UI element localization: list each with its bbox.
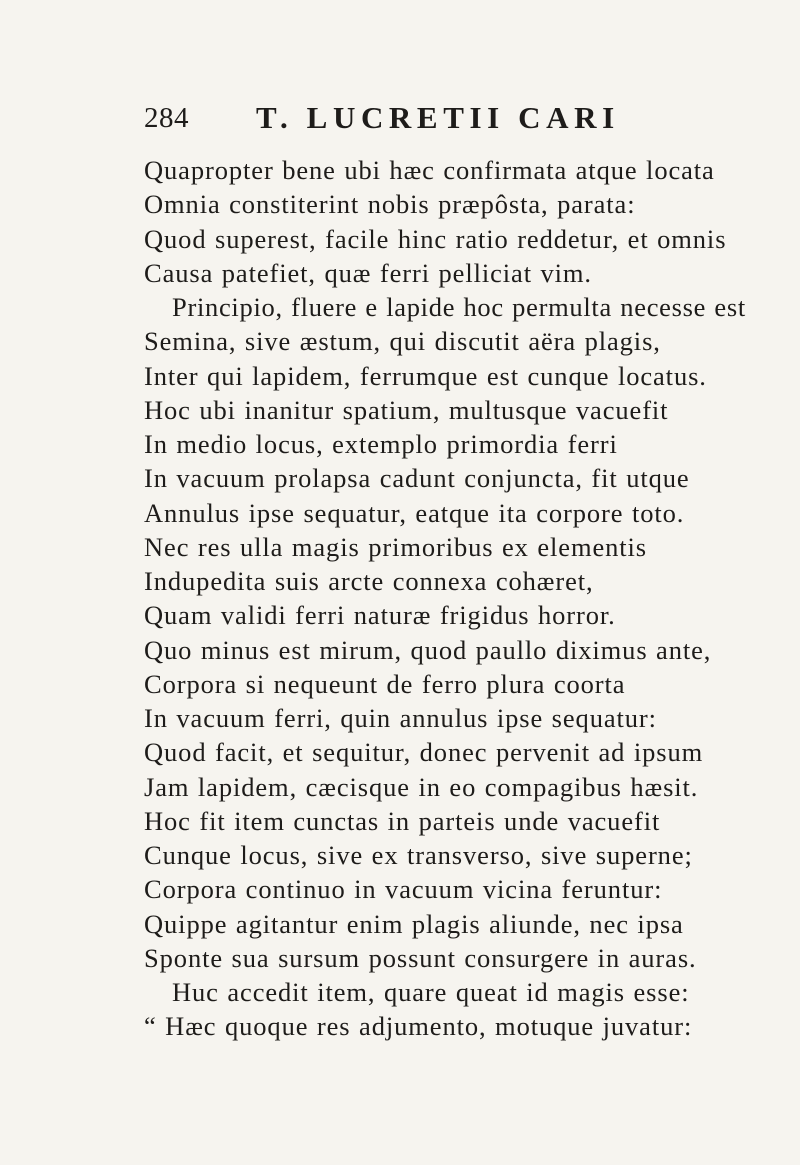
verse-line: Omnia constiterint nobis præpôsta, parata:	[144, 189, 636, 220]
verse-line: Sponte sua sursum possunt consurgere in auras.	[144, 942, 697, 973]
verse-line: Quippe agitantur enim plagis aliunde, nec ipsa	[144, 908, 684, 939]
page-number: 284	[144, 102, 189, 134]
page-header	[0, 98, 800, 138]
verse-line: Principio, fluere e lapide hoc permulta necesse est	[172, 292, 746, 322]
verse-line: Quod superest, facile hinc ratio reddetur, et omnis	[144, 223, 727, 254]
running-head: T. LUCRETII CARI	[256, 100, 620, 135]
verse-line: Cunque locus, sive ex transverso, sive superne;	[144, 840, 693, 870]
verse-line: Quam validi ferri naturæ frigidus horror.	[144, 600, 616, 631]
verse-line: Quo minus est mirum, quod paullo diximus ante,	[144, 634, 712, 665]
verse-line: Indupedita suis arcte connexa cohæret,	[144, 566, 594, 596]
verse-line: In vacuum prolapsa cadunt conjuncta, fit utque	[144, 463, 690, 494]
verse-line: Causa patefiet, quæ ferri pelliciat vim.	[144, 257, 592, 288]
verse-line: Nec res ulla magis primoribus ex elementis	[144, 531, 648, 562]
verse-line: Semina, sive æstum, qui discutit aëra plagis,	[144, 326, 661, 357]
verse-line: Hoc ubi inanitur spatium, multusque vacuefit	[144, 394, 669, 425]
verse-line: Corpora si nequeunt de ferro plura coorta	[144, 668, 626, 699]
verse-line: In vacuum ferri, quin annulus ipse sequatur:	[144, 703, 657, 733]
verse-line: Quod facit, et sequitur, donec pervenit ad ipsum	[144, 737, 704, 768]
verse-line: In medio locus, extemplo primordia ferri	[144, 429, 618, 459]
verse-line: Hoc fit item cunctas in parteis unde vacuefit	[144, 805, 661, 836]
verse-block	[144, 153, 764, 1044]
verse-line: Huc accedit item, quare queat id magis esse:	[172, 977, 690, 1007]
verse-line: Annulus ipse sequatur, eatque ita corpore toto.	[144, 497, 685, 528]
verse-line: “ Hæc quoque res adjumento, motuque juvatur:	[144, 1011, 693, 1042]
verse-line: Corpora continuo in vacuum vicina feruntur:	[144, 874, 663, 905]
verse-line: Quapropter bene ubi hæc confirmata atque locata	[144, 155, 715, 185]
verse-line: Jam lapidem, cæcisque in eo compagibus hæsit.	[144, 771, 699, 802]
verse-line: Inter qui lapidem, ferrumque est cunque locatus.	[144, 360, 707, 391]
